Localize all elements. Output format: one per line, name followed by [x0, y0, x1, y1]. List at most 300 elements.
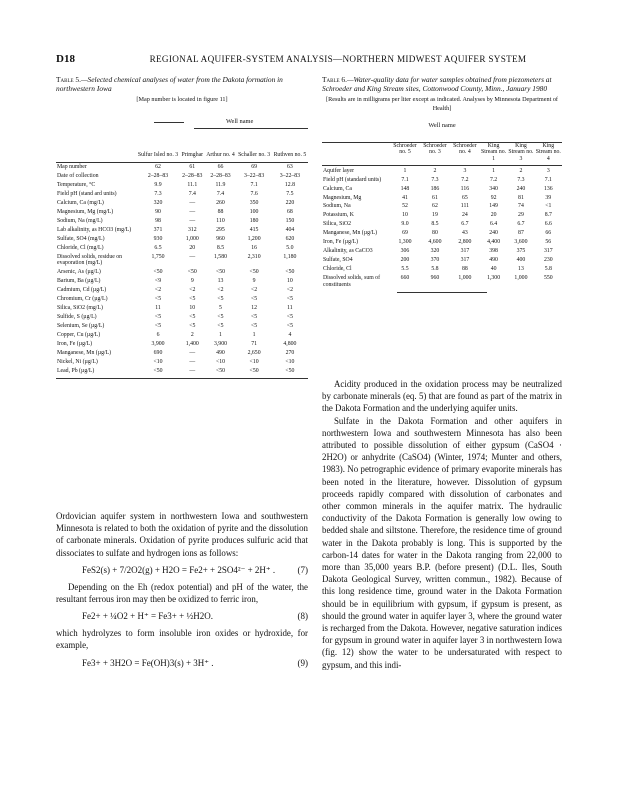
cell-value: 415 — [249, 226, 259, 233]
cell-value: 98 — [155, 217, 161, 224]
cell-value: 230 — [543, 257, 553, 264]
paragraph: Sulfate in the Dakota Formation and other aquifers in northwestern Iowa and southwestern Minnesota has also been attributed to possible dissolution of either gypsum (CaSO4 · 2H2O) or anhydrite (CaSO4) (Winter, 1974; Munter and others, 1983). No petrographic evidence of primary evaporite minerals has been noted in the literature, however. Dissolution of gypsum proceeds rapidly compared with dissolution of carbonates and other common minerals in the aquifer matrix. The hydraulic conductivity of the Dakota Formation is generally low owing to bedded shale and siltstone. Therefore, the residence time of ground water in the Dakota probably is long. This is supported by the carbon-14 dates for water in the Dakota ranging from 22,000 to more than 35,000 years B.P. (before present) (D.L. Iles, South Dakota Geological Survey, written commun., 1982). Because of this long residence time, ground water in the Dakota Formation should be in equilibrium with gypsum, if gypsum is present, as should the ground water in aquifer layer 3, where the ground water is recharged from the Dakota. However, negative saturation indices for gypsum in ground water in aquifer layer 3 in northwestern Iowa (fig. 12) show the water to be undersaturated with respect to gypsum, and this indi- — [322, 415, 562, 670]
cell-value: <50 — [285, 269, 295, 276]
cell-value: <5 — [217, 314, 224, 321]
cell-value: 620 — [285, 235, 295, 242]
cell-value: 90 — [155, 208, 161, 215]
cell-value: 2–28–83 — [147, 172, 169, 179]
table-rule — [397, 292, 487, 293]
cell-value: 10 — [189, 305, 196, 312]
table-5-column-headers — [56, 152, 308, 162]
cell-value: <5 — [154, 296, 162, 303]
table-row — [322, 229, 562, 238]
row-label: Silica, SiO2 (mg/L) — [57, 305, 103, 312]
cell-value: 4,400 — [487, 239, 501, 246]
cell-value: 4,800 — [283, 341, 297, 347]
column-header: Arthur no. 4 — [205, 152, 237, 162]
cell-value: 7.1 — [250, 181, 258, 188]
table-6-note: [Results are in milligrams per liter except as indicated. Analyses by Minnesota Department of Health] — [326, 95, 558, 113]
cell-value: 3–22–83 — [279, 172, 301, 179]
cell-value: 9 — [252, 278, 256, 285]
cell-value: 88 — [462, 266, 468, 273]
equation-text: Fe2+ + ¼O2 + H⁺ = Fe3+ + ½H2O. — [82, 611, 213, 622]
header-rule — [194, 128, 308, 129]
table-row — [56, 217, 308, 226]
cell-value: 1,400 — [185, 341, 199, 347]
header-rule — [154, 122, 184, 123]
cell-value: 2–28–83 — [210, 172, 231, 179]
cell-value: 317 — [460, 257, 470, 264]
cell-value: <1 — [545, 203, 552, 210]
table-row — [56, 286, 308, 295]
row-label: Magnesium, Mg (mg/L) — [57, 208, 114, 215]
cell-value: 88 — [217, 208, 224, 215]
cell-value: 74 — [518, 203, 524, 210]
row-label: Silica, SiO2 — [323, 221, 352, 228]
column-header: Schroeder no. 3 — [420, 143, 450, 166]
row-label: Manganese, Mn (µg/L) — [323, 230, 378, 237]
row-label: Chromium, Cr (µg/L) — [57, 296, 108, 303]
cell-value: 1,750 — [151, 253, 165, 260]
cell-value: 3 — [546, 167, 550, 174]
cell-value: 1,000 — [185, 235, 199, 242]
row-label: Date of collection — [57, 172, 99, 179]
table-row — [56, 172, 308, 181]
cell-value: 52 — [402, 203, 408, 210]
cell-value: 2 — [519, 167, 523, 174]
cell-value: <5 — [251, 296, 258, 303]
cell-value: <10 — [215, 358, 226, 365]
cell-value: 65 — [462, 194, 468, 201]
table-row — [322, 202, 562, 211]
cell-value: 312 — [187, 226, 197, 233]
cell-value: 6.7 — [461, 221, 469, 228]
cell-value: 87 — [518, 230, 524, 237]
cell-value: 660 — [400, 275, 410, 282]
cell-value: 370 — [430, 257, 440, 264]
cell-value: 20 — [189, 244, 196, 251]
cell-value: 116 — [460, 185, 470, 192]
cell-value: 350 — [249, 199, 259, 206]
row-label: Calcium, Ca — [323, 185, 352, 192]
table-row — [322, 166, 562, 175]
cell-value: 200 — [400, 257, 410, 264]
table-5-wellname-header — [56, 110, 308, 152]
table-row — [322, 211, 562, 220]
cell-value: 260 — [216, 199, 225, 206]
cell-value: 1 — [252, 332, 256, 339]
cell-value: 13 — [518, 266, 524, 273]
equation-number: (7) — [297, 564, 308, 575]
cell-value: 3–22–83 — [243, 172, 265, 179]
equation-7 — [56, 559, 308, 581]
cell-value: 29 — [518, 212, 524, 219]
table-row — [322, 265, 562, 274]
cell-value: — — [189, 217, 196, 224]
cell-value: 7.1 — [544, 176, 552, 183]
row-label: Nickel, Ni (µg/L) — [57, 358, 98, 365]
cell-value: <2 — [286, 287, 293, 294]
cell-value: 5 — [219, 305, 222, 312]
cell-value: 1,200 — [247, 235, 261, 242]
table-row — [56, 235, 308, 244]
cell-value: <5 — [286, 314, 293, 321]
row-label: Iron, Fe (µg/L) — [323, 239, 359, 246]
cell-value: — — [189, 253, 196, 260]
cell-value: 220 — [285, 199, 295, 206]
row-label: Map number — [57, 164, 87, 170]
cell-value: 39 — [545, 194, 552, 201]
cell-value: <5 — [189, 323, 196, 330]
row-label: Magnesium, Mg — [323, 194, 362, 201]
cell-value: 62 — [432, 203, 438, 210]
row-label: Sulfate, SO4 (mg/L) — [57, 235, 105, 242]
cell-value: <2 — [189, 287, 196, 294]
cell-value: 81 — [518, 194, 524, 201]
paragraph: Acidity produced in the oxidation process may be neutralized by carbonate minerals (eq. 5) that are found as part of the matrix in the Dakota Formation and the underlying aquifer units. — [322, 379, 562, 414]
equation-number: (9) — [297, 657, 308, 668]
cell-value: 8.7 — [544, 212, 552, 219]
cell-value: 6.4 — [489, 221, 498, 228]
cell-value: 7.3 — [517, 176, 525, 183]
cell-value: 375 — [516, 248, 526, 255]
column-header: Sulfur Isled no. 3 — [136, 152, 180, 162]
row-label: Alkalinity, as CaCO3 — [323, 248, 373, 255]
cell-value: 61 — [432, 194, 438, 201]
table-5-note: [Map number is located in figure 11] — [136, 95, 228, 103]
cell-value: 9.9 — [154, 181, 162, 188]
row-label: Aquifer layer — [323, 167, 355, 174]
row-label: Lead, Pb (µg/L) — [57, 367, 95, 374]
table-row — [56, 208, 308, 217]
table-row — [56, 277, 308, 286]
table-5 — [56, 75, 308, 379]
cell-value: 306 — [400, 248, 410, 255]
cell-value: <50 — [249, 269, 259, 276]
cell-value: 2,800 — [458, 239, 472, 246]
cell-value: 92 — [490, 194, 497, 201]
cell-value: 7.4 — [216, 190, 225, 197]
cell-value: 11 — [287, 305, 293, 312]
cell-value: — — [189, 199, 196, 206]
cell-value: 340 — [489, 185, 498, 192]
cell-value: 7.1 — [401, 176, 409, 183]
row-label: Sulfate, SO4 — [323, 257, 353, 264]
cell-value: 7.5 — [286, 190, 294, 197]
table-row — [56, 358, 308, 367]
column-header: Primghar — [180, 152, 205, 162]
table-row — [56, 253, 308, 269]
table-row — [56, 190, 308, 199]
cell-value: 66 — [217, 164, 224, 170]
row-label: Lab alkalinity, as HCO3 (mg/L) — [57, 226, 132, 233]
cell-value: <50 — [187, 269, 197, 276]
table-row — [56, 304, 308, 313]
cell-value: 100 — [249, 208, 259, 215]
cell-value: 10 — [287, 278, 293, 285]
cell-value: <5 — [251, 323, 258, 330]
cell-value: 5.8 — [544, 266, 552, 273]
table-row — [56, 331, 308, 340]
table-row — [56, 295, 308, 304]
cell-value: <5 — [286, 323, 293, 330]
cell-value: 19 — [432, 212, 438, 219]
cell-value: <10 — [285, 358, 295, 365]
equation-9 — [56, 652, 308, 674]
row-label: Iron, Fe (µg/L) — [57, 341, 93, 347]
row-label: Chloride, Cl — [323, 266, 352, 273]
cell-value: 68 — [287, 208, 293, 215]
table-5-grid — [56, 152, 308, 375]
cell-value: 4 — [288, 332, 292, 339]
table-row — [322, 274, 562, 290]
cell-value: 20 — [490, 212, 497, 219]
cell-value: 960 — [216, 235, 225, 242]
table-6-title: —Water-quality data for water samples obtained from piezometers at Schroeder and King Stream sites, Cottonwood County, Minn., January 1980 — [322, 75, 552, 94]
cell-value: 240 — [516, 185, 526, 192]
cell-value: 2,310 — [247, 253, 261, 260]
table-6-label: Table 6. — [322, 75, 347, 84]
row-label: Dissolved solids, sum of constituents — [323, 275, 381, 288]
table-row — [56, 162, 308, 171]
row-label: Temperature, °C — [57, 181, 96, 188]
stub-header — [56, 152, 136, 162]
row-label: Arsenic, As (µg/L) — [57, 269, 101, 276]
cell-value: 6.5 — [154, 244, 162, 251]
table-row — [56, 268, 308, 277]
cell-value: 2,650 — [247, 349, 261, 356]
row-label: Calcium, Ca (mg/L) — [57, 199, 104, 206]
cell-value: 317 — [543, 248, 553, 255]
right-text-column — [322, 378, 562, 671]
running-title: REGIONAL AQUIFER-SYSTEM ANALYSIS—NORTHERN MIDWEST AQUIFER SYSTEM — [149, 54, 527, 64]
cell-value: <5 — [189, 314, 196, 321]
cell-value: 8.5 — [216, 244, 225, 251]
cell-value: 930 — [153, 235, 163, 242]
cell-value: — — [189, 367, 196, 374]
cell-value: 12 — [251, 305, 257, 312]
row-label: Chloride, Cl (mg/L) — [57, 244, 104, 251]
row-label: Field pH (standard units) — [323, 176, 382, 183]
table-row — [322, 193, 562, 202]
column-header: Schroeder no. 5 — [390, 143, 420, 166]
cell-value: 2 — [433, 167, 437, 174]
cell-value: 3 — [463, 167, 467, 174]
cell-value: 63 — [287, 164, 293, 170]
cell-value: 11.9 — [215, 181, 226, 188]
table-6-grid — [322, 143, 562, 290]
cell-value: 1 — [403, 167, 407, 174]
cell-value: 11 — [155, 305, 161, 312]
column-header: Schaller no. 3 — [236, 152, 271, 162]
cell-value: 1,000 — [458, 275, 472, 282]
cell-value: 398 — [489, 248, 498, 255]
cell-value: 80 — [432, 230, 438, 237]
table-6-column-headers — [322, 143, 562, 166]
cell-value: 320 — [153, 199, 163, 206]
table-6-caption — [322, 75, 562, 114]
cell-value: — — [189, 358, 196, 365]
column-header: Ruthven no. 5 — [272, 152, 308, 162]
cell-value: 7.2 — [489, 176, 498, 183]
row-label: Sodium, Na — [323, 203, 351, 210]
table-5-label: Table 5. — [56, 75, 81, 84]
cell-value: 61 — [189, 164, 196, 170]
cell-value: <5 — [189, 296, 196, 303]
table-5-body — [56, 162, 308, 375]
table-row — [56, 313, 308, 322]
equation-text: FeS2(s) + 7/2O2(g) + H2O = Fe2+ + 2SO4²⁻ + 2H⁺ . — [82, 564, 276, 575]
cell-value: <5 — [217, 323, 224, 330]
cell-value: 8.5 — [431, 221, 439, 228]
cell-value: <50 — [215, 269, 226, 276]
table-row — [56, 367, 308, 376]
cell-value: 550 — [543, 275, 553, 282]
row-label: Sodium, Na (mg/L) — [57, 217, 103, 224]
table-6 — [322, 75, 562, 293]
cell-value: 12.8 — [284, 181, 295, 188]
table-row — [322, 184, 562, 193]
cell-value: 3,900 — [151, 341, 165, 347]
cell-value: 5.8 — [431, 266, 439, 273]
cell-value: 317 — [460, 248, 470, 255]
table-row — [322, 175, 562, 184]
cell-value: 4,600 — [428, 239, 442, 246]
cell-value: 7.6 — [250, 190, 258, 197]
cell-value: 5.0 — [286, 244, 294, 251]
cell-value: 150 — [285, 217, 295, 224]
cell-value: 5.5 — [401, 266, 409, 273]
cell-value: 180 — [249, 217, 259, 224]
table-row — [56, 349, 308, 358]
cell-value: 2–28–83 — [182, 172, 203, 179]
cell-value: <50 — [153, 269, 163, 276]
cell-value: 69 — [251, 164, 257, 170]
row-label: Potassium, K — [323, 212, 354, 219]
cell-value: 490 — [216, 349, 225, 356]
row-label: Manganese, Mn (µg/L) — [57, 349, 112, 356]
cell-value: — — [189, 349, 196, 356]
cell-value: 7.4 — [188, 190, 196, 197]
cell-value: <50 — [285, 367, 295, 374]
cell-value: <50 — [215, 367, 226, 374]
cell-value: 41 — [402, 194, 408, 201]
cell-value: 136 — [543, 185, 553, 192]
cell-value: 186 — [430, 185, 440, 192]
table-row — [56, 340, 308, 349]
table-row — [322, 256, 562, 265]
row-label: Dissolved solids, residue on evaporation (mg/L) — [57, 253, 123, 267]
cell-value: 66 — [545, 230, 552, 237]
cell-value: 56 — [545, 239, 552, 246]
table-row — [56, 226, 308, 235]
left-text-column — [56, 510, 308, 674]
cell-value: 7.3 — [431, 176, 439, 183]
cell-value: <50 — [249, 367, 259, 374]
cell-value: 71 — [251, 341, 257, 347]
table-row — [56, 244, 308, 253]
table-row — [322, 247, 562, 256]
well-name-label: Well name — [226, 118, 254, 126]
paragraph: Depending on the Eh (redox potential) and pH of the water, the resultant ferrous iron may then be oxidized to ferric iron, — [56, 581, 308, 605]
cell-value: 1 — [492, 167, 496, 174]
cell-value: <2 — [251, 287, 258, 294]
cell-value: <5 — [154, 314, 162, 321]
cell-value: 9 — [190, 278, 194, 285]
row-label: Field pH (stand ard units) — [57, 190, 117, 197]
equation-8 — [56, 605, 308, 627]
well-name-label: Well name — [428, 121, 456, 129]
page-number: D18 — [56, 53, 75, 65]
cell-value: 148 — [400, 185, 410, 192]
cell-value: 40 — [490, 266, 497, 273]
cell-value: <10 — [153, 358, 163, 365]
column-header: King Stream no. 4 — [535, 143, 562, 166]
cell-value: 7.2 — [461, 176, 469, 183]
cell-value: 6 — [156, 332, 160, 339]
cell-value: 110 — [216, 217, 225, 224]
cell-value: <50 — [153, 367, 163, 374]
table-6-body — [322, 166, 562, 290]
cell-value: 295 — [216, 226, 225, 233]
cell-value: 1,300 — [398, 239, 412, 246]
cell-value: 10 — [402, 212, 408, 219]
cell-value: 6.6 — [544, 221, 552, 228]
row-label: Cadmium, Cd (µg/L) — [57, 287, 107, 294]
table-row — [322, 220, 562, 229]
cell-value: <9 — [154, 278, 162, 285]
running-head — [56, 52, 562, 66]
cell-value: 111 — [460, 203, 470, 210]
cell-value: 7.3 — [154, 190, 162, 197]
cell-value: 270 — [285, 349, 295, 356]
table-6-wellname-header — [322, 122, 562, 143]
cell-value: <2 — [154, 287, 162, 294]
table-rule — [56, 378, 308, 379]
cell-value: 11.1 — [187, 181, 198, 188]
stub-header — [322, 143, 390, 166]
cell-value: 6.7 — [517, 221, 525, 228]
cell-value: 9.0 — [401, 221, 409, 228]
cell-value: 2 — [190, 332, 194, 339]
cell-value: 24 — [462, 212, 468, 219]
table-5-title: —Selected chemical analyses of water from the Dakota formation in northwestern Iowa — [56, 75, 283, 94]
cell-value: 69 — [402, 230, 408, 237]
table-row — [56, 181, 308, 190]
cell-value: 13 — [217, 278, 224, 285]
paragraph: Ordovician aquifer system in northwestern Iowa and southwestern Minnesota is related to both the oxidation of pyrite and the dissolution of carbonate minerals. Oxidation of pyrite produces sulfuric acid that dissociates to sulfate and hydrogen ions as follows: — [56, 511, 308, 558]
cell-value: 404 — [285, 226, 295, 233]
cell-value: <5 — [251, 314, 258, 321]
cell-value: 690 — [153, 349, 163, 356]
equation-text: Fe3+ + 3H2O = Fe(OH)3(s) + 3H⁺ . — [82, 657, 214, 668]
cell-value: 3,600 — [514, 239, 528, 246]
table-row — [322, 238, 562, 247]
table-5-caption — [56, 75, 308, 104]
cell-value: 1,580 — [213, 253, 227, 260]
cell-value: <10 — [249, 358, 259, 365]
column-header: King Stream no. 3 — [507, 143, 534, 166]
cell-value: 1 — [219, 332, 222, 339]
cell-value: 43 — [462, 230, 468, 237]
table-row — [56, 322, 308, 331]
cell-value: 149 — [489, 203, 498, 210]
cell-value: 490 — [489, 257, 498, 264]
paragraph: which hydrolyzes to form insoluble iron oxides or hydroxide, for example, — [56, 628, 308, 651]
cell-value: 1,180 — [283, 253, 297, 260]
row-label: Selenium, Se (µg/L) — [57, 323, 105, 330]
cell-value: 960 — [430, 275, 440, 282]
